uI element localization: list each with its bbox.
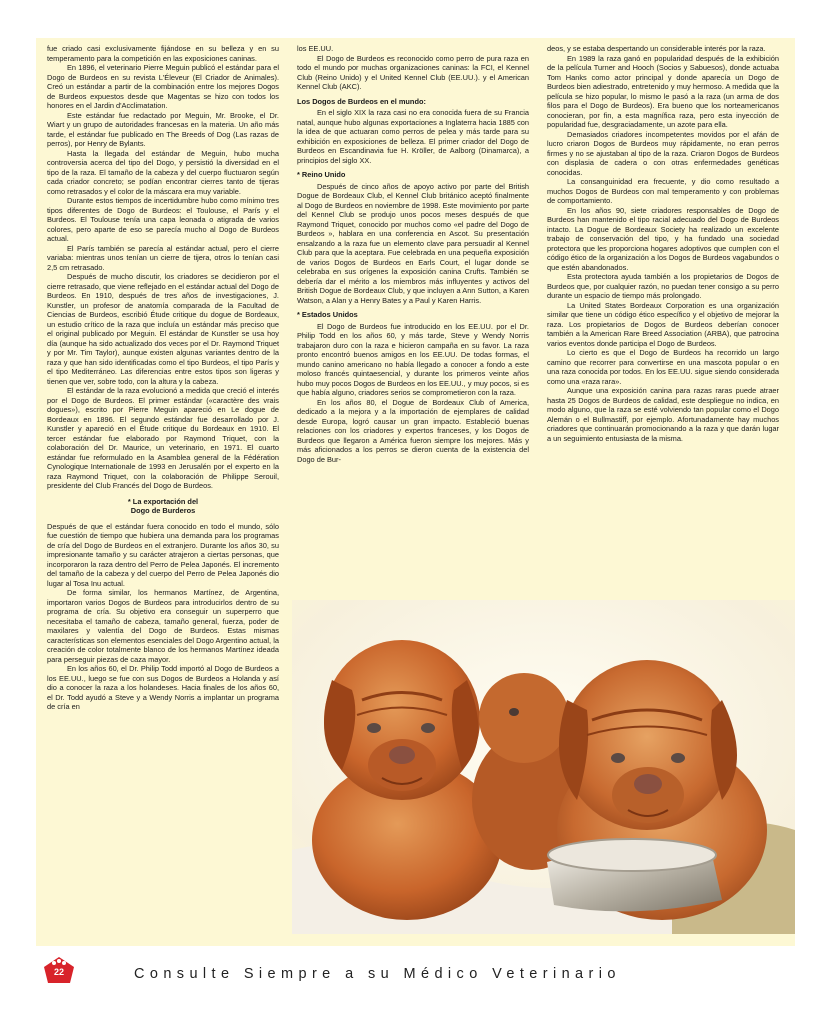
article-column-2 — [297, 44, 529, 604]
paragraph: De forma similar, los hermanos Martínez, de Argentina, importaron varios Dogos de Burdeos para introducirlos dentro de su programa de cría. Su objetivo era conseguir un superperro que necesitaba el tamaño de cabeza, tamaño general, fuerza, poder de maxilares y valentía del Dogo de Burdeos. Estas mismas características son elementos esenciales del Dogo Argentino actual, la creación de color totalmente blanco de los hermanos Martínez ideada para perseguir piezas de caza mayor. — [47, 588, 279, 664]
paragraph: En los años 90, siete criadores responsables de Dogo de Burdeos han mantenido el tipo racial adecuado del Dogo de Burdeos intacto. La Dogue de Bordeaux Society ha realizado un excelente trabajo de conservación del tipo, y ha fundado una sociedad protectora que les proporciona hogares adoptivos que cumplen con el código ético de la organización a los Dogos de Burdeos vagabundos o que estén abandonados. — [547, 205, 779, 272]
paragraph: En 1896, el veterinario Pierre Meguin publicó el estándar para el Dogo de Burdeos en su revista L'Éleveur (El Criador de Animales). Creó un estándar a partir de la combinación entre los mejores Dogos de Burdeos expuestos desde que Magentas se hizo con todos los honores en el Jardin d'Acclimatation. — [47, 63, 279, 110]
paragraph: deos, y se estaba despertando un considerable interés por la raza. — [547, 44, 766, 53]
section-heading: * Estados Unidos — [297, 310, 358, 319]
paragraph: Después de que el estándar fuera conocido en todo el mundo, sólo fue cuestión de tiempo que hubiera una demanda para los programas de cría del Dogo de Burdeos en el extranjero. Durante los años 30, su impresionante tamaño y su carácter atrajeron a ciertas personas, que incorporaron la raza dentro del Perro de Pelea Japonés. El incremento del tamaño de la cabeza y del cuerpo del Perro de Pelea Japonés dio lugar al Tosa Inu actual. — [47, 521, 279, 588]
paragraph: Esta protectora ayuda también a los propietarios de Dogos de Burdeos que, por cualquier razón, no puedan tener consigo a su perro durante un espacio de tiempo más prolongado. — [547, 272, 779, 300]
page-number: 22 — [53, 967, 64, 977]
paragraph: Hasta la llegada del estándar de Meguin, hubo mucha controversia acerca del tipo del Dogo, y persistió la diversidad en el tipo de la raza. El tamaño de la cabeza y del cuerpo fluctuaron según cada criador concreto; se podían encontrar cierres tanto de tijeras como retrasados y el color de la máscara era muy variable. — [47, 148, 279, 196]
paragraph: El Dogo de Burdeos fue introducido en los EE.UU. por el Dr. Philip Todd en los años 60, y más tarde, Steve y Wendy Norris trabajaron duro con la raza e hicieron campaña en su favor. La raza pronto encontró buenos amigos en los EE.UU. De todas formas, el mundo canino americano no había llegado a conocer a fondo a este moloso francés quintaesencial, y durante los primeros veinte años hubo muy pocos Dogos de Burdeos en los EE.UU., y muy pocos, si es que había alguno, criadores serios se comprometieron con la raza. — [297, 321, 529, 397]
section-heading — [47, 497, 279, 516]
section-heading: * Reino Unido — [297, 170, 346, 179]
article-column-1 — [47, 44, 279, 934]
paragraph: En el siglo XIX la raza casi no era conocida fuera de su Francia natal, aunque hubo algunas exportaciones a Inglaterra hacia 1885 con la idea de que actuaran como perros de pelea y más tarde para su exhibición en exposiciones de belleza. El primer criador del Dogo de Burdeos en Escandinavia fue H. Kröller, de Aalborg (Dinamarca), a principios del siglo XX. — [297, 108, 529, 165]
paragraph: fue criado casi exclusivamente fijándose en su belleza y en su temperamento para la competición en las exposiciones caninas. — [47, 44, 279, 63]
paragraph: En 1989 la raza ganó en popularidad después de la exhibición de la película Turner and Hooch (Socios y Sabuesos), donde actuaba Tom Hanks como actor principal y donde aparecía un Dogo de Burdeos bien adiestrado, entretenido y muy hermoso. A medida que la película se hizo popular, lo mismo le pasó a la raza (un arma de dos filos para el Dogo de Burdeos). Era bueno que los norteamericanos conocieran, por fin, a esta magnífica raza, pero esta inyección de popularidad fue, desgraciadamente, un azote para ella. — [547, 53, 779, 129]
paragraph: El París también se parecía al estándar actual, pero el cierre variaba: mientras unos tenían un cierre de tijera, otros lo tenían casi 2,5 cm retrasado. — [47, 243, 279, 272]
puppies-photo — [292, 600, 795, 934]
section-heading: Los Dogos de Burdeos en el mundo: — [297, 96, 426, 106]
paragraph: El estándar de la raza evolucionó a medida que creció el interés por el Dogo de Burdeos. El primer estándar («caractère des vrais dogues»), escrito por Pierre Meguin apareció en Le dogue de Bordeaux en 1896. El segundo estándar fue desarrollado por J. Kunstler y apareció en el Étude critique du Bordeaux en 1910. El tercer estándar fue elaborado por Raymond Triquet, con la colaboración del Dr. Maurice, un veterinario, en 1971. El cuarto estándar fue reformulado en la Asamblea general de la Fédération Cynologique Internationale de 1993 en Jerusalén por el experto en la raza Raymond Triquet, con la colaboración de Philippe Serouil, presidente del Club Francés del Dogo de Burdeos. — [47, 386, 279, 490]
paragraph: Después de mucho discutir, los criadores se decidieron por el cierre retrasado, que viene reflejado en el estándar actual del Dogo de Burdeos. En 1910, después de tres años de investigaciones, J. Kunstler, un profesor de anatomía comparada de la Facultad de Ciencias de Burdeos, escribió Étude critique du dogue de Bordeaux, un estudio crítico de la raza que incluía un estándar más preciso que el original publicado por Meguin. El estándar de Kunstler se usa hoy día (aunque ha sido actualizado dos veces por el Dr. Raymond Triquet y por Mr. Tim Taylor), aunque existen algunas variantes dentro de la raza y que han sido identificadas como el tipo Burdeos, el tipo París y el tipo Mediterráneo. Las diferencias entre estos tipos son ligeras y tienen que ver, sobre todo, con la altura y la cabeza. — [47, 272, 279, 386]
article-column-3 — [547, 44, 779, 584]
section-heading-line-1: * La exportación del — [127, 496, 199, 506]
paragraph: Este estándar fue redactado por Meguin, Mr. Brooke, el Dr. Wiart y un grupo de autoridades francesas en la materia. Un año más tarde, el estándar fue publicado en The Breeds of Dog (Las razas de perros), por Henry de Bylants. — [47, 110, 279, 148]
paragraph: La consanguinidad era frecuente, y dio como resultado a muchos Dogos de Burdeos con mal temperamento y con problemas de comportamiento. — [547, 177, 779, 205]
paragraph: La United States Bordeaux Corporation es una organización similar que tiene un código ético específico y el objetivo de mejorar la raza. Los propietarios de Dogos de Burdeos deberían conocer también a la American Rare Breed Association (ARBA), que patrocina varios eventos donde participa el Dogo de Burdeos. — [547, 300, 779, 348]
paragraph: En los años 60, el Dr. Philip Todd importó al Dogo de Burdeos a los EE.UU., luego se fue con sus Dogos de Burdeos a Holanda y así dio a conocer la raza a los holandeses. Hacia finales de los años 60, el Dr. Todd ayudó a Steve y a Wendy Norris a implantar un programa de cría en — [47, 664, 279, 711]
paragraph: Demasiados criadores incompetentes movidos por el afán de lucro criaron Dogos de Burdeos muy rápidamente, no eran perros firmes y no se ajustaban al tipo de la raza. Criaron Dogos de Burdeos con displasia de cadera o con otras enfermedades genéticas conocidas. — [547, 129, 779, 177]
paragraph: los EE.UU. — [297, 44, 334, 53]
paragraph: En los años 80, el Dogue de Bordeaux Club of America, dedicado a la mejora y a la importación de ejemplares de calidad desde Europa, logró causar un gran impacto. Estableció buenas relaciones con los criadores y expertos franceses, y los Dogos de Burdeos que llegaron a América fueron siempre los mejores. Más y más aficionados a los perros se dieron cuenta de la existencia del Dogo de Bur- — [297, 397, 529, 464]
paragraph: El Dogo de Burdeos es reconocido como perro de pura raza en todo el mundo por muchas organizaciones caninas: la FCI, el Kennel Club (Reino Unido) y el United Kennel Club (EE.UU.). y el American Kennel Club (AKC). — [297, 53, 529, 91]
paragraph: Durante estos tiempos de incertidumbre hubo como mínimo tres tipos diferentes de Dogo de Burdeos: el Toulouse, el París y el Burdeos. El Toulouse tenía una capa leonada o atigrada de varios colores, pero aparte de eso se parecía mucho al Dogo de Burdeos actual. — [47, 196, 279, 243]
paragraph: Después de cinco años de apoyo activo por parte del British Dogue de Bordeaux Club, el Kennel Club británico aceptó finalmente al Dogo de Burdeos en noviembre de 1998. Este movimiento por parte del Kennel Club se produjo unos pocos meses después de que Raymond Triquet, conocido por muchos como «el padre del Dogo de Burdeos », hablara en una conferencia en Ascot. Su presentación ensalzando a la raza fue un elemento clave para persuadir al Kennel Club para que la aceptara. Fue celebrada en una pequeña exposición de varios Dogos de Burdeos en Earls Court, el lugar donde se celebraba en sus orígenes la exposición canina Crufts. También se debería dar el mérito a los miembros más influyentes y activos del British Dogue de Bordeaux Club, y que incluyen a Ann Sutton, a Karen Watson, a Alan y a Henry Bates y a Paul y Karen Harris. — [297, 181, 529, 305]
paragraph: Aunque una exposición canina para razas raras puede atraer hasta 25 Dogos de Burdeos de calidad, este despliegue no indica, en modo alguno, que la raza se esté volviendo tan popular como el Dogo Alemán o el Bullmastiff, por ejemplo. Afortunadamente hay muchos criadores que continuarán promocionando a la raza y que darán lugar a un seguimiento entusiasta de la misma. — [547, 386, 779, 443]
footer-slogan: Consulte Siempre a su Médico Veterinario — [134, 966, 621, 982]
section-heading-line-2: Dogo de Burderos — [130, 506, 196, 515]
paragraph: Lo cierto es que el Dogo de Burdeos ha recorrido un largo camino que recorrer para convertirse en una mascota popular o en una raza conocida por todos. En los EE.UU. sigue siendo considerada como una «raza rara». — [547, 348, 779, 386]
puppies-illustration — [292, 600, 795, 934]
